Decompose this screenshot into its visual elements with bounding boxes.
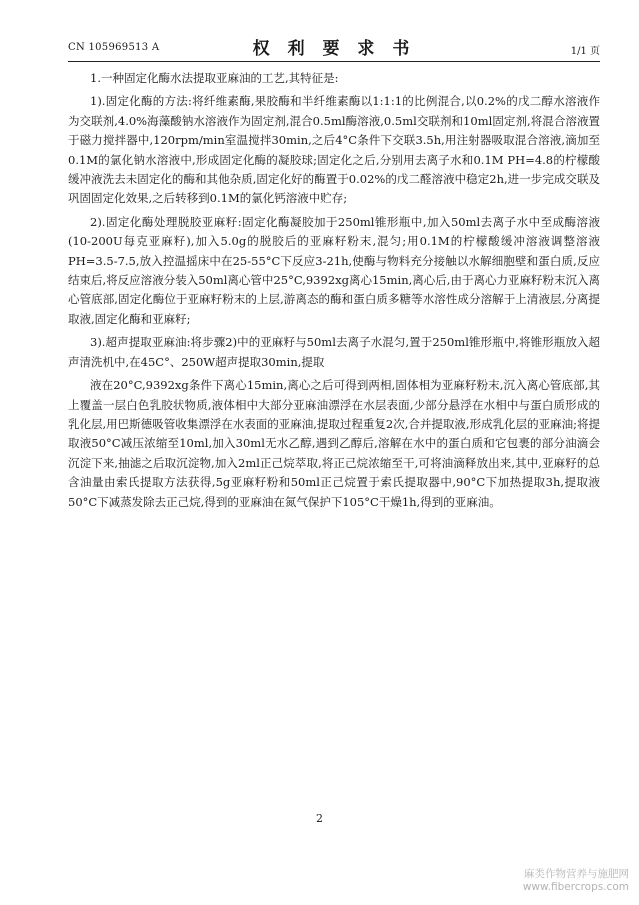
document-number: CN 105969513 A <box>68 42 160 53</box>
page-title: 权 利 要 求 书 <box>252 39 416 59</box>
claim-step-2: 2).固定化酶处理脱胶亚麻籽:固定化酶凝胶加于250ml锥形瓶中,加入50ml去离子水中至成酶溶液(10-200U每克亚麻籽),加入5.0g的脱胶后的亚麻籽粉末,混匀;用0.1M的柠檬酸缓冲溶液调整溶液PH=3.5-7.5,放入控温摇床中在25-55°C下反应3-21h,使酶与物料充分接触以水解细胞壁和蛋白质,反应结束后,将反应溶液分装入50ml离心管中25°C,9392xg离心15min,离心后,由于离心力亚麻籽粉末沉入离心管底部,固定化酶位于亚麻籽粉末的上层,游离态的酶和蛋白质多糖等水溶性成分溶解于上清液层,分离提取液,固定化酶和亚麻籽; <box>68 214 600 326</box>
claim-step-1: 1).固定化酶的方法:将纤维素酶,果胶酶和半纤维素酶以1:1:1的比例混合,以0.2%的戊二醇水溶液作为交联剂,4.0%海藻酸钠水溶液作为固定剂,混合0.5ml酶溶液,0.5ml交联剂和10ml固定剂,将混合溶液置于磁力搅拌器中,120rpm/min室温搅拌30min,之后4°C条件下交联3.5h,用注射器吸取混合溶液,滴加至0.1M的氯化钠水溶液中,形成固定化酶的凝胶球;固定化之后,分别用去离子水和0.1M PH=4.8的柠檬酸缓冲液洗去未固定化的酶和其他杂质,固定化好的酶置于0.02%的戊二醛溶液中稳定2h,进一步完成交联及巩固固定化效果,之后转移到0.1M的氯化钙溶液中贮存; <box>68 94 600 206</box>
page-indicator: 1/1 页 <box>570 46 600 57</box>
header-divider <box>68 61 600 62</box>
watermark-line-1: 麻类作物营养与施肥网 <box>524 868 629 880</box>
page-number: 2 <box>316 812 323 825</box>
watermark <box>523 868 629 894</box>
claim-step-3: 3).超声提取亚麻油:将步骤2)中的亚麻籽与50ml去离子水混匀,置于250ml锥形瓶中,将锥形瓶放入超声清洗机中,在45C°、250W超声提取30min,提取 <box>68 335 600 369</box>
claim-intro: 1.一种固定化酶水法提取亚麻油的工艺,其特征是: <box>90 71 339 85</box>
page-header <box>68 30 600 60</box>
watermark-line-2: www.fibercrops.com <box>522 881 629 893</box>
claim-step-3-continued: 液在20°C,9392xg条件下离心15min,离心之后可得到两相,固体相为亚麻籽粉末,沉入离心管底部,其上覆盖一层白色乳胶状物质,液体相中大部分亚麻油漂浮在水层表面,少部分悬浮在水相中与蛋白质形成的乳化层,用巴斯德吸管收集漂浮在水表面的亚麻油,提取过程重复2次,合并提取液,形成乳化层的亚麻油;将提取液50°C减压浓缩至10ml,加入30ml无水乙醇,遇到乙醇后,溶解在水中的蛋白质和它包裹的部分油滴会沉淀下来,抽滤之后取沉淀物,加入2ml正己烷萃取,将正己烷浓缩至干,可将油滴释放出来,其中,亚麻籽的总含油量由索氏提取方法获得,5g亚麻籽粉和50ml正己烷置于索氏提取器中,90°C下加热提取3h,提取液50°C下减蒸发除去正己烷,得到的亚麻油在氮气保护下105°C干燥1h,得到的亚麻油。 <box>68 378 600 509</box>
claims-body <box>68 69 600 516</box>
